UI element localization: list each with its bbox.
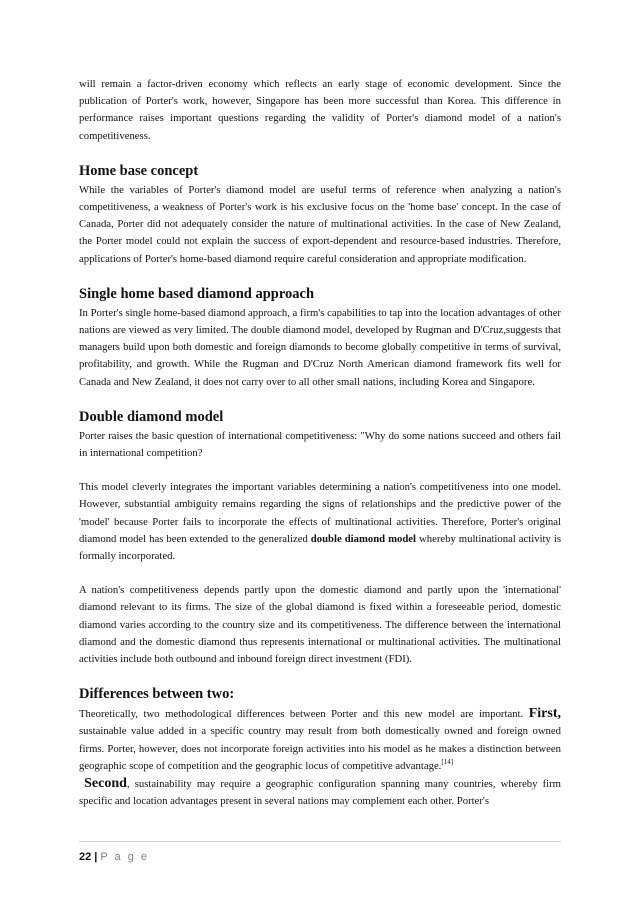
differences-intro-text: Theoretically, two methodological differences between Porter and this new model are important. bbox=[79, 708, 529, 721]
heading-single-home-based-diamond: Single home based diamond approach bbox=[79, 285, 315, 302]
double-diamond-integration-paragraph bbox=[79, 479, 561, 565]
double-diamond-question-paragraph: Porter raises the basic question of international competitiveness: "Why do some nations succeed and others fail in international competition? bbox=[79, 429, 561, 460]
intro-paragraph: will remain a factor-driven economy which reflects an early stage of economic development. Since the publication of Porter's work, however, Singapore has been more successful than Korea. This difference in performance raises important questions regarding the validity of Porter's diamond model of a nation's competitiveness. bbox=[79, 78, 561, 142]
page-body bbox=[79, 76, 561, 811]
integration-text-end: whereby multinational activity is formally incorporated. bbox=[79, 532, 561, 563]
differences-second-paragraph bbox=[79, 775, 561, 810]
footer-separator: | bbox=[94, 851, 98, 863]
first-label: First, bbox=[528, 706, 561, 722]
integration-text-start: This model cleverly integrates the important variables determining a nation's competitiveness into one model. However, substantial ambiguity remains regarding the signs of relationships and the predictive power of the 'model' because Porter fails to incorporate the effects of multinational activities. Therefore, Porter's original diamond model has been extended to the generalized bbox=[79, 481, 561, 545]
second-label: Second bbox=[84, 776, 127, 792]
home-base-paragraph: While the variables of Porter's diamond model are useful terms of reference when analyzing a nation's competitiveness, a weakness of Porter's work is his exclusive focus on the 'home base' concept. In the case of Canada, Porter did not adequately consider the nature of multinational activities. In the case of New Zealand, the Porter model could not explain the success of export-dependent and resource-based industries. Therefore, applications of Porter's home-based diamond require careful consideration and appropriate modification. bbox=[79, 183, 561, 265]
heading-differences-between-two: Differences between two: bbox=[79, 686, 235, 703]
footer-divider bbox=[79, 841, 561, 842]
single-diamond-paragraph: In Porter's single home-based diamond approach, a firm's capabilities to tap into the location advantages of other nations are viewed as very limited. The double diamond model, developed by Rugman and D'Cruz,suggests that managers build upon both domestic and foreign diamonds to become globally competitive in terms of survival, profitability, and growth. While the Rugman and D'Cruz North American diamond framework fits well for Canada and New Zealand, it does not carry over to all other small nations, including Korea and Singapore. bbox=[79, 306, 561, 388]
competitiveness-paragraph: A nation's competitiveness depends partly upon the domestic diamond and partly upon the 'international' diamond relevant to its firms. The size of the global diamond is fixed within a foreseeable period, domestic diamond varies according to the country size and its competitiveness. The difference between the international diamond and the domestic diamond thus represents international or multinational activities. The multinational activities include both outbound and inbound foreign direct investment (FDI). bbox=[79, 584, 561, 666]
page-footer bbox=[79, 851, 561, 863]
heading-double-diamond-model: Double diamond model bbox=[79, 408, 224, 425]
heading-home-base-concept: Home base concept bbox=[79, 162, 199, 179]
differences-first-paragraph bbox=[79, 705, 561, 775]
reference-14-link[interactable]: [14] bbox=[441, 757, 454, 766]
page-number: 22 bbox=[79, 851, 92, 863]
page-label: P a g e bbox=[100, 851, 149, 863]
second-point-text: , sustainability may require a geographic configuration spanning many countries, whereby firm specific and location advantages present in several nations may complement each other. Porter's bbox=[79, 778, 561, 808]
double-diamond-model-term: double diamond model bbox=[310, 532, 416, 545]
first-point-text: sustainable value added in a specific country may result from both domestically owned and foreign owned firms. Porter, however, does not incorporate foreign activities into his model as he makes a distinction between geographic scope of competition and the geographic locus of competitive advantage. bbox=[79, 725, 561, 772]
